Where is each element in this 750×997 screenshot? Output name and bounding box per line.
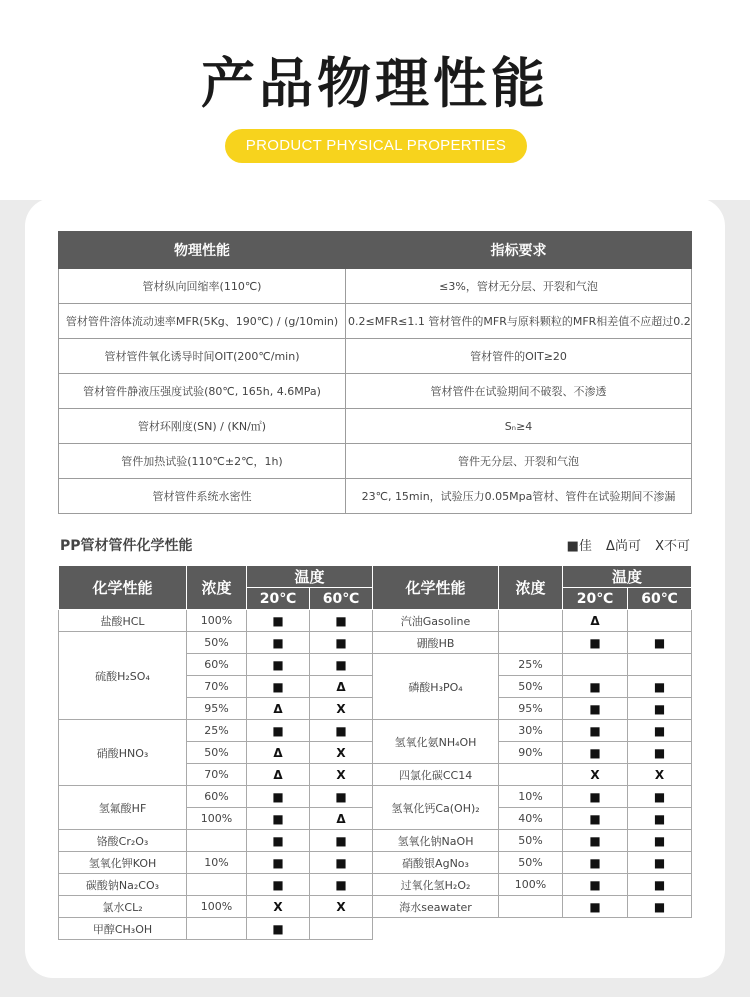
- rating-20c-cell: ■: [563, 852, 628, 874]
- rating-20c-cell: ■: [247, 874, 310, 896]
- chemical-name-cell: 汽油Gasoline: [373, 610, 499, 632]
- concentration-cell: [187, 874, 247, 896]
- header-60c-left: 60℃: [310, 588, 373, 610]
- rating-60c-cell: ■: [628, 786, 692, 808]
- rating-60c-cell: X: [310, 764, 373, 786]
- chemical-name-cell: 硝酸HNO₃: [59, 720, 187, 786]
- rating-20c-cell: ■: [247, 676, 310, 698]
- rating-60c-cell: ■: [628, 742, 692, 764]
- chemical-name-cell: 海水seawater: [373, 896, 499, 918]
- header-chem-property-right: 化学性能: [373, 566, 499, 610]
- rating-20c-cell: Δ: [247, 764, 310, 786]
- concentration-cell: 90%: [499, 742, 563, 764]
- concentration-cell: 70%: [187, 764, 247, 786]
- table-row: [59, 409, 692, 444]
- header-chem-property-left: 化学性能: [59, 566, 187, 610]
- chemical-name-cell: 碳酸钠Na₂CO₃: [59, 874, 187, 896]
- rating-60c-cell: X: [310, 698, 373, 720]
- concentration-cell: 50%: [499, 852, 563, 874]
- concentration-cell: 50%: [499, 676, 563, 698]
- requirement-cell: 23℃, 15min，试验压力0.05Mpa管材、管件在试验期间不渗漏: [346, 479, 692, 514]
- chemical-name-cell: 四氯化碳CC14: [373, 764, 499, 786]
- rating-20c-cell: ■: [563, 698, 628, 720]
- concentration-cell: 30%: [499, 720, 563, 742]
- rating-20c-cell: ■: [563, 742, 628, 764]
- rating-20c-cell: ■: [247, 918, 310, 940]
- table-row: [59, 374, 692, 409]
- rating-20c-cell: ■: [563, 830, 628, 852]
- table-row: [59, 852, 692, 874]
- rating-60c-cell: ■: [310, 720, 373, 742]
- rating-20c-cell: X: [563, 764, 628, 786]
- rating-60c-cell: ■: [628, 698, 692, 720]
- requirement-cell: ≤3%，管材无分层、开裂和气泡: [346, 269, 692, 304]
- concentration-cell: 100%: [499, 874, 563, 896]
- rating-60c-cell: X: [628, 764, 692, 786]
- concentration-cell: 10%: [187, 852, 247, 874]
- rating-20c-cell: ■: [247, 632, 310, 654]
- chemical-name-cell: 盐酸HCL: [59, 610, 187, 632]
- rating-60c-cell: Δ: [310, 808, 373, 830]
- property-cell: 管材纵向回缩率(110℃): [59, 269, 346, 304]
- rating-20c-cell: ■: [563, 896, 628, 918]
- requirement-cell: 管件无分层、开裂和气泡: [346, 444, 692, 479]
- rating-20c-cell: ■: [563, 720, 628, 742]
- chemical-section-title: PP管材管件化学性能: [60, 538, 193, 554]
- rating-60c-cell: ■: [628, 808, 692, 830]
- property-cell: 管材管件静液压强度试验(80℃, 165h, 4.6MPa): [59, 374, 346, 409]
- physical-properties-table: [58, 231, 692, 514]
- table-row: [59, 610, 692, 632]
- rating-20c-cell: [563, 654, 628, 676]
- rating-60c-cell: ■: [310, 632, 373, 654]
- rating-20c-cell: ■: [563, 786, 628, 808]
- table-row: [59, 444, 692, 479]
- concentration-cell: 50%: [187, 632, 247, 654]
- requirement-cell: 0.2≤MFR≤1.1 管材管件的MFR与原料颗粒的MFR相差值不应超过0.2: [346, 304, 692, 339]
- concentration-cell: 100%: [187, 896, 247, 918]
- table-row: [59, 632, 692, 654]
- header-temperature-left: 温度: [247, 566, 373, 588]
- concentration-cell: 50%: [187, 742, 247, 764]
- rating-20c-cell: Δ: [247, 698, 310, 720]
- subtitle-pill: PRODUCT PHYSICAL PROPERTIES: [225, 129, 527, 163]
- chemical-name-cell: 铬酸Cr₂O₃: [59, 830, 187, 852]
- property-cell: 管材环刚度(SN) / (KN/㎡): [59, 409, 346, 444]
- rating-20c-cell: ■: [563, 676, 628, 698]
- concentration-cell: 50%: [499, 830, 563, 852]
- concentration-cell: 25%: [499, 654, 563, 676]
- table-row: [59, 786, 692, 808]
- rating-60c-cell: ■: [628, 830, 692, 852]
- rating-60c-cell: [310, 918, 373, 940]
- table-row: [59, 830, 692, 852]
- chemical-name-cell: 氢氧化钙Ca(OH)₂: [373, 786, 499, 830]
- header-60c-right: 60℃: [628, 588, 692, 610]
- rating-20c-cell: X: [247, 896, 310, 918]
- chemical-name-cell: 氯水CL₂: [59, 896, 187, 918]
- legend-good: ■佳: [566, 539, 592, 554]
- table-header-row: [59, 566, 692, 588]
- rating-60c-cell: ■: [628, 852, 692, 874]
- table-row: [59, 918, 692, 940]
- rating-20c-cell: ■: [563, 874, 628, 896]
- chemical-name-cell: 硼酸HB: [373, 632, 499, 654]
- concentration-cell: 95%: [499, 698, 563, 720]
- concentration-cell: 40%: [499, 808, 563, 830]
- concentration-cell: [187, 830, 247, 852]
- chemical-name-cell: 过氧化氢H₂O₂: [373, 874, 499, 896]
- concentration-cell: [187, 918, 247, 940]
- rating-60c-cell: ■: [310, 830, 373, 852]
- rating-60c-cell: [628, 610, 692, 632]
- concentration-cell: 100%: [187, 610, 247, 632]
- legend-fair: Δ尚可: [606, 539, 641, 554]
- concentration-cell: 100%: [187, 808, 247, 830]
- rating-60c-cell: ■: [310, 610, 373, 632]
- concentration-cell: 10%: [499, 786, 563, 808]
- chemical-name-cell: 硫酸H₂SO₄: [59, 632, 187, 720]
- rating-20c-cell: ■: [247, 786, 310, 808]
- chemical-properties-table: [58, 565, 692, 940]
- concentration-cell: 95%: [187, 698, 247, 720]
- legend-poor: X不可: [655, 539, 690, 554]
- rating-60c-cell: X: [310, 896, 373, 918]
- requirement-cell: 管材管件的OIT≥20: [346, 339, 692, 374]
- table-row: [59, 339, 692, 374]
- concentration-cell: [499, 764, 563, 786]
- rating-60c-cell: ■: [310, 654, 373, 676]
- rating-60c-cell: ■: [310, 874, 373, 896]
- rating-60c-cell: ■: [310, 786, 373, 808]
- concentration-cell: [499, 610, 563, 632]
- rating-60c-cell: ■: [628, 676, 692, 698]
- header-temperature-right: 温度: [563, 566, 692, 588]
- rating-20c-cell: ■: [247, 808, 310, 830]
- property-cell: 管件加热试验(110℃±2℃，1h): [59, 444, 346, 479]
- rating-60c-cell: X: [310, 742, 373, 764]
- header-physical-property: 物理性能: [59, 232, 346, 269]
- property-cell: 管材管件氧化诱导时间OIT(200℃/min): [59, 339, 346, 374]
- requirement-cell: 管材管件在试验期间不破裂、不渗透: [346, 374, 692, 409]
- rating-60c-cell: [628, 654, 692, 676]
- table-header-row: [59, 232, 692, 269]
- concentration-cell: 25%: [187, 720, 247, 742]
- header-20c-left: 20℃: [247, 588, 310, 610]
- concentration-cell: [499, 632, 563, 654]
- rating-60c-cell: ■: [628, 632, 692, 654]
- rating-20c-cell: Δ: [563, 610, 628, 632]
- rating-20c-cell: Δ: [247, 742, 310, 764]
- table-row: [59, 896, 692, 918]
- rating-60c-cell: ■: [628, 874, 692, 896]
- property-cell: 管材管件溶体流动速率MFR(5Kg、190℃) / (g/10min): [59, 304, 346, 339]
- rating-20c-cell: ■: [247, 852, 310, 874]
- legend: [557, 535, 690, 554]
- rating-20c-cell: ■: [247, 830, 310, 852]
- table-row: [59, 304, 692, 339]
- header-20c-right: 20℃: [563, 588, 628, 610]
- rating-20c-cell: ■: [563, 808, 628, 830]
- rating-20c-cell: ■: [247, 610, 310, 632]
- chemical-name-cell: 氢氧化钾KOH: [59, 852, 187, 874]
- table-row: [59, 874, 692, 896]
- rating-20c-cell: ■: [247, 654, 310, 676]
- concentration-cell: 70%: [187, 676, 247, 698]
- rating-60c-cell: Δ: [310, 676, 373, 698]
- rating-60c-cell: ■: [628, 896, 692, 918]
- chemical-name-cell: 氢氧化钠NaOH: [373, 830, 499, 852]
- rating-20c-cell: ■: [247, 720, 310, 742]
- table-row: [59, 269, 692, 304]
- rating-20c-cell: ■: [563, 632, 628, 654]
- header-requirement: 指标要求: [346, 232, 692, 269]
- concentration-cell: 60%: [187, 654, 247, 676]
- rating-60c-cell: ■: [310, 852, 373, 874]
- header-concentration-right: 浓度: [499, 566, 563, 610]
- chemical-name-cell: 氢氧化氨NH₄OH: [373, 720, 499, 764]
- table-row: [59, 720, 692, 742]
- page-title: 产品物理性能: [201, 52, 549, 115]
- requirement-cell: Sₙ≥4: [346, 409, 692, 444]
- rating-60c-cell: ■: [628, 720, 692, 742]
- concentration-cell: 60%: [187, 786, 247, 808]
- chemical-name-cell: 磷酸H₃PO₄: [373, 654, 499, 720]
- property-cell: 管材管件系统水密性: [59, 479, 346, 514]
- chemical-name-cell: 氢氟酸HF: [59, 786, 187, 830]
- chemical-name-cell: 甲醇CH₃OH: [59, 918, 187, 940]
- header-concentration-left: 浓度: [187, 566, 247, 610]
- table-row: [59, 479, 692, 514]
- concentration-cell: [499, 896, 563, 918]
- chemical-name-cell: 硝酸银AgNo₃: [373, 852, 499, 874]
